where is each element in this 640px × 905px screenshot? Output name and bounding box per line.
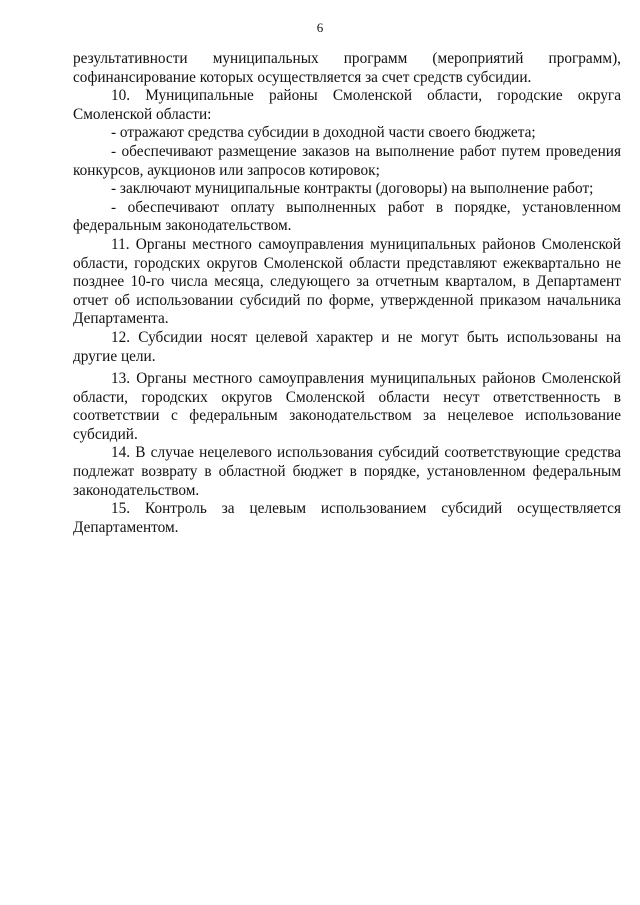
- document-body: [73, 50, 621, 537]
- paragraph-12: 12. Субсидии носят целевой характер и не могут быть использованы на другие цели.: [73, 328, 621, 365]
- paragraph-15: 15. Контроль за целевым использованием субсидий осуществляется Департаментом.: [73, 500, 621, 536]
- paragraph-14: 14. В случае нецелевого использования субсидий соответствующие средства подлежат возврату в областной бюджет в порядке, установленном федеральным законодательством.: [73, 444, 621, 499]
- paragraph-11: 11. Органы местного самоуправления муниципальных районов Смоленской области, городских округов Смоленской области представляют ежеквартально не позднее 10-го числа месяца, следующего за отчетным кварталом, в Департамент отчет об использовании субсидий по форме, утвержденной приказом начальника Департамента.: [73, 235, 621, 328]
- paragraph-13: 13. Органы местного самоуправления муниципальных районов Смоленской области, городских округов Смоленской области несут ответственность в соответствии с федеральным законодательством за нецелевое использование субсидий.: [73, 370, 621, 443]
- page-number: 6: [316, 20, 324, 35]
- paragraph-10-bullet-2: - обеспечивают размещение заказов на выполнение работ путем проведения конкурсов, аукционов или запросов котировок;: [73, 142, 621, 179]
- paragraph-10-bullet-3: - заключают муниципальные контракты (договоры) на выполнение работ;: [111, 180, 594, 198]
- paragraph-10-bullet-4: - обеспечивают оплату выполненных работ в порядке, установленном федеральным законодательством.: [73, 198, 621, 235]
- paragraph-10: 10. Муниципальные районы Смоленской области, городские округа Смоленской области:: [73, 87, 621, 123]
- paragraph-continuation: результативности муниципальных программ (мероприятий программ), софинансирование которых осуществляется за счет средств субсидии.: [73, 50, 621, 86]
- paragraph-10-bullet-1: - отражают средства субсидии в доходной части своего бюджета;: [111, 124, 536, 142]
